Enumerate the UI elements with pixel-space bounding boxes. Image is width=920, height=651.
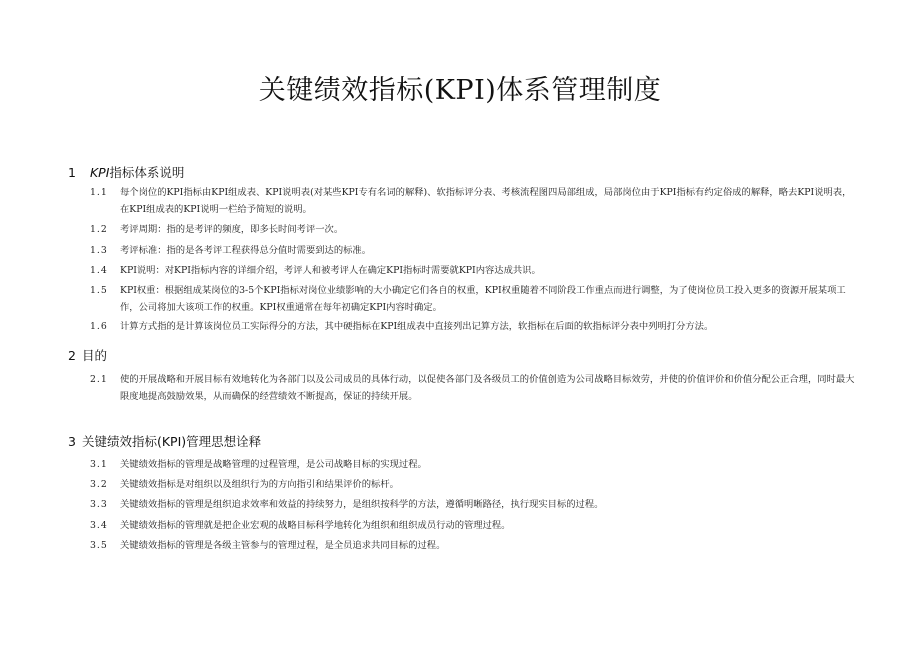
item-number: 1.4 (90, 265, 108, 276)
item-text: 考评周期：指的是考评的频度，即多长时间考评一次。 (120, 224, 344, 235)
section-heading-text: 目的 (81, 348, 107, 363)
item-text: 关键绩效指标的管理是各级主管参与的管理过程，是全员追求共同目标的过程。 (120, 540, 446, 551)
list-item (90, 537, 860, 554)
section-number: 1 (68, 165, 76, 180)
list-item (90, 282, 860, 316)
item-text: 考评标准：指的是各考评工程获得总分值时需要到达的标准。 (120, 245, 372, 256)
section-heading-kpi: KPI (89, 165, 110, 180)
item-number: 3.2 (90, 479, 108, 490)
list-item (90, 476, 860, 493)
item-text: 使的开展战略和开展目标有效地转化为各部门以及公司成员的具体行动，以促使各部门及各级员工的价值创造为公司战略目标效劳，并使的价值评价和价值分配公正合理，同时最大限度地提高鼓励效果，从而确保的经营绩效不断提高，保证的持续开展。 (120, 374, 855, 402)
section-2-heading (68, 346, 107, 364)
list-item (90, 242, 860, 259)
item-number: 1.2 (90, 224, 108, 235)
section-number: 3 (68, 434, 76, 449)
list-item (90, 184, 860, 218)
section-heading-text: 关键绩效指标(KPI)管理思想诠释 (81, 434, 262, 449)
list-item (90, 262, 860, 279)
item-text: 关键绩效指标的管理是组织追求效率和效益的持续努力，是组织按科学的方法，遵循明晰路径，执行现实目标的过程。 (120, 499, 604, 510)
list-item (90, 221, 860, 238)
document-title: 关键绩效指标(KPI)体系管理制度 (258, 75, 662, 106)
section-3-heading (68, 432, 261, 450)
list-item (90, 496, 860, 513)
item-text: 关键绩效指标的管理是战略管理的过程管理，是公司战略目标的实现过程。 (120, 459, 427, 470)
list-item (90, 517, 860, 534)
item-number: 3.4 (90, 520, 108, 531)
list-item (90, 456, 860, 473)
section-1-heading (68, 163, 184, 181)
item-number: 1.1 (90, 187, 108, 198)
item-number: 2.1 (90, 374, 108, 385)
item-number: 3.3 (90, 499, 108, 510)
item-number: 3.5 (90, 540, 108, 551)
section-number: 2 (68, 348, 76, 363)
item-text: 每个岗位的KPI指标由KPI组成表、KPI说明表(对某些KPI专有名词的解释)、软指标评分表、考核流程图四局部组成，局部岗位由于KPI指标有约定俗成的解释，略去KPI说明表，在KPI组成表的KPI说明一栏给予简短的说明。 (120, 187, 852, 215)
item-number: 1.5 (90, 285, 108, 296)
item-number: 1.3 (90, 245, 108, 256)
list-item (90, 371, 860, 405)
item-number: 1.6 (90, 321, 108, 332)
item-text: 计算方式指的是计算该岗位员工实际得分的方法，其中硬指标在KPI组成表中直接列出记算方法，软指标在后面的软指标评分表中列明打分方法。 (120, 321, 714, 332)
list-item (90, 318, 860, 335)
item-text: KPI说明：对KPI指标内容的详细介绍，考评人和被考评人在确定KPI指标时需要就KPI内容达成共识。 (120, 265, 541, 276)
item-number: 3.1 (90, 459, 108, 470)
section-heading-text: 指标体系说明 (109, 165, 185, 180)
item-text: 关键绩效指标是对组织以及组织行为的方向指引和结果评价的标杆。 (120, 479, 399, 490)
item-text: 关键绩效指标的管理就是把企业宏观的战略目标科学地转化为组织和组织成员行动的管理过程。 (120, 520, 511, 531)
item-text: KPI权重：根据组成某岗位的3-5个KPI指标对岗位业绩影响的大小确定它们各自的权重，KPI权重随着不同阶段工作重点而进行调整，为了使岗位员工投入更多的资源开展某项工作，公司将加大该项工作的权重。KPI权重通常在每年初确定KPI内容时确定。 (120, 285, 846, 313)
